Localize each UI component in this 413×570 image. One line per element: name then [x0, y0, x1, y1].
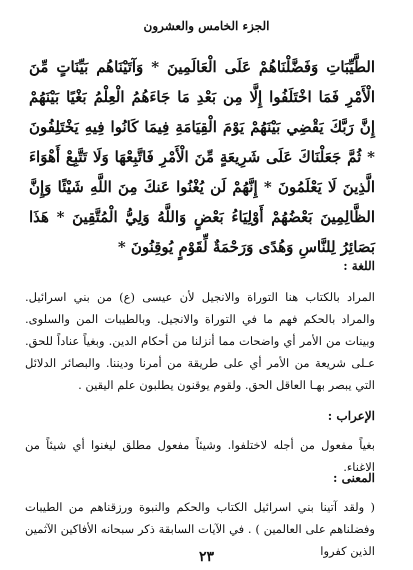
section-title-vocabulary: اللغة : [343, 259, 375, 273]
section-title-grammar: الإعراب : [327, 409, 375, 423]
quran-verses: الطَّيِّبَاتِ وَفَضَّلْنَاهُمْ عَلَى الْعَالَمِينَ * وَآتَيْنَاهُم بَيِّنَاتٍ مِّنَ الْأَمْرِ فَمَا اخْتَلَفُوا إِلَّا مِن بَعْدِ مَا جَاءَهُمُ الْعِلْمُ بَغْيًا بَيْنَهُمْ إِنَّ رَبَّكَ يَقْضِي بَيْنَهُمْ يَوْمَ الْقِيَامَةِ فِيمَا كَانُوا فِيهِ يَخْتَلِفُونَ * ثُمَّ جَعَلْنَاكَ عَلَى شَرِيعَةٍ مِّنَ الْأَمْرِ فَاتَّبِعْهَا وَلَا تَتَّبِعْ أَهْوَاءَ الَّذِينَ لَا يَعْلَمُونَ * إِنَّهُمْ لَن يُغْنُوا عَنكَ مِنَ اللَّهِ شَيْئًا وَإِنَّ الظَّالِمِينَ بَعْضُهُمْ أَوْلِيَاءُ بَعْضٍ وَاللَّهُ وَلِيُّ الْمُتَّقِينَ * هَذَا بَصَائِرُ لِلنَّاسِ وَهُدًى وَرَحْمَةٌ لِّقَوْمٍ يُوقِنُونَ * [29, 58, 375, 256]
running-title: الجزء الخامس والعشرون [143, 19, 270, 33]
section-body-grammar: بغياً مفعول من أجله لاختلفوا. وشيئاً مفعول مطلق ليغنوا أي شيئاً من الاغناء. [25, 438, 375, 474]
page-number: ٢٣ [198, 549, 215, 565]
section-body-vocabulary: المراد بالكتاب هنا التوراة والانجيل لأن عيسى (ع) من بني اسرائيل. والمراد بالحكم فهم ما في التوراة والانجيل. وبالطيبات المن والسلوى. وبينات من الأمر أي واضحات مما أنزلنا من أحكام الدين. وبغياً عناداً للحق. عـلى شريعة من الأمر أي على طريقة من أمرنا وديننا. والبصائر الدلائل التي يبصر بهـا العاقل الحق. ولقوم يوقنون يطلبون علم اليقين . [25, 290, 375, 392]
section-grammar [25, 408, 375, 478]
section-title-meaning: المعنى : [333, 471, 375, 485]
section-vocabulary [25, 258, 375, 396]
section-body-meaning: ( ولقد آتينا بني اسرائيل الكتاب والحكم والنبوة ورزقناهم من الطيبات وفضلناهم على العالمين ) . في الآيات السابقة ذكر سبحانه الأفاكين الآثمين الذين كفروا [25, 500, 375, 558]
